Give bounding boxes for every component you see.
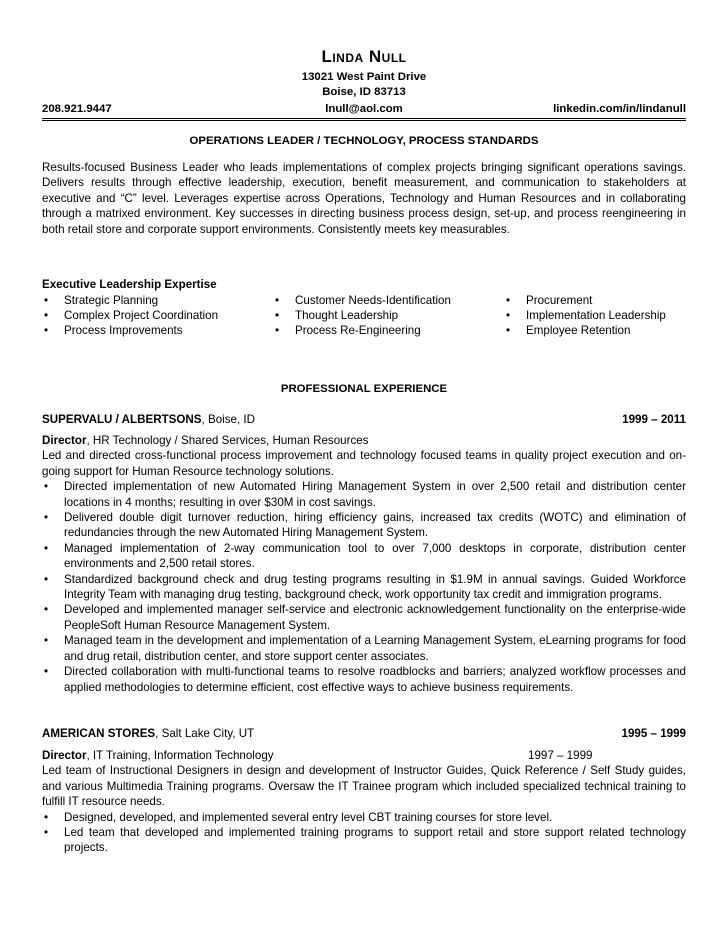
bullet-icon: • [44, 572, 49, 586]
job-description: Led and directed cross-functional process improvement and technology focused teams in quality project execution and on-going support for Human Resource technology solutions. [42, 449, 686, 478]
skill-item: • Procurement [506, 294, 593, 307]
skill-item: • Strategic Planning [44, 294, 159, 307]
skills-column-3 [504, 293, 666, 339]
job-header [42, 727, 686, 743]
contact-bar [42, 103, 686, 119]
address-street: 13021 West Paint Drive [301, 71, 427, 83]
bullet-icon: • [44, 541, 49, 555]
skill-item: • Process Re-Engineering [275, 324, 421, 338]
company-name: SUPERVALU / ALBERTSONS [42, 413, 202, 426]
bullet-icon: • [44, 480, 49, 494]
skill-item: • Implementation Leadership [506, 309, 666, 323]
skill-item: • Complex Project Coordination [44, 309, 219, 323]
skills-column-1 [42, 293, 218, 339]
bullet-icon: • [44, 309, 49, 323]
role-years: 1997 – 1999 [528, 749, 593, 762]
address-city: Boise, ID 83713 [322, 86, 406, 98]
bullet-icon: • [44, 826, 49, 840]
achievement-item: • Standardized background check and drug testing programs resulting in $1.9M in annual savings. Guided Workforce Integrity Team with managing drug testing, background check, work opportunity tax credit and immigration programs. [44, 572, 686, 602]
achievement-item: • Developed and implemented manager self-service and electronic acknowledgement functionality on the enterprise-wide PeopleSoft Human Resource Management System. [44, 603, 686, 632]
linkedin-link[interactable]: linkedin.com/in/lindanull [553, 103, 686, 115]
skill-item: • Employee Retention [506, 324, 631, 338]
bullet-icon: • [44, 603, 49, 617]
company [42, 413, 255, 426]
bullet-icon: • [44, 634, 49, 648]
skill-item: • Customer Needs-Identification [275, 294, 451, 307]
skills-column-2 [273, 293, 451, 339]
bullet-icon: • [275, 309, 280, 323]
job-role [42, 433, 686, 448]
achievement-item: • Led team that developed and implemented training programs to support retail and store support related technology projects. [44, 826, 686, 855]
headline: OPERATIONS LEADER / TECHNOLOGY, PROCESS STANDARDS [189, 135, 539, 147]
email-address[interactable]: lnull@aol.com [325, 103, 403, 115]
job-department: , IT Training, Information Technology [86, 749, 274, 762]
bullet-icon: • [275, 294, 280, 307]
skills-title: Executive Leadership Expertise [42, 278, 217, 291]
company-name: AMERICAN STORES [42, 727, 156, 740]
achievement-item: • Delivered double digit turnover reduction, hiring efficiency gains, increased tax credits (WOTC) and elimination of redundancies through the new Automated Hiring Management System. [44, 511, 686, 540]
header-divider [42, 118, 686, 121]
achievement-item: • Managed team in the development and implementation of a Learning Management System, eLearning programs for food and drug retail, distribution center, and store support center associates. [44, 634, 686, 663]
skill-item: • Thought Leadership [275, 309, 399, 323]
job-department: , HR Technology / Shared Services, Human Resources [86, 434, 369, 447]
skill-item: • Process Improvements [44, 324, 183, 338]
summary-paragraph: Results-focused Business Leader who leads implementations of complex projects bringing significant operations savings. Delivers results through effective leadership, execution, benefit measurement, and communication to stakeholders at executive and “C” level. Leverages expertise across Operations, Technology and Human Resources and in collaborating through a matrixed environment. Key successes in directing business process design, set-up, and process reengineering in both retail store and corporate support environments. Consistently meets key measurables. [42, 161, 686, 236]
candidate-name: Linda Null [321, 47, 407, 66]
experience-title: PROFESSIONAL EXPERIENCE [280, 383, 448, 395]
bullet-icon: • [44, 324, 49, 338]
bullet-icon: • [44, 511, 49, 525]
achievement-item: • Directed implementation of new Automated Hiring Management System in over 2,500 retail and distribution center locations in 4 months; resulting in over $30M in cost savings. [44, 480, 686, 509]
company-location: , Boise, ID [201, 413, 256, 426]
bullet-icon: • [506, 309, 511, 323]
bullet-icon: • [44, 294, 49, 307]
company [42, 727, 254, 740]
achievement-item: • Managed implementation of 2-way communication tool to over 7,000 desktops in corporate, distribution center environments and 2,500 retail stores. [44, 541, 686, 571]
job-details [42, 433, 686, 695]
bullet-icon: • [506, 294, 511, 307]
bullet-icon: • [44, 810, 49, 824]
achievement-item: • Designed, developed, and implemented several entry level CBT training courses for store level. [44, 810, 553, 824]
job-header [42, 413, 686, 429]
job-title: Director [42, 434, 87, 447]
job-role [42, 748, 686, 763]
job-years: 1995 – 1999 [621, 727, 686, 740]
job-title: Director [42, 749, 87, 762]
job-years: 1999 – 2011 [622, 413, 686, 426]
job-details [42, 748, 686, 856]
bullet-icon: • [275, 324, 280, 338]
job-description: Led team of Instructional Designers in design and development of Instructor Guides, Quick Reference / Self Study guides, and various Multimedia Training programs. Oversaw the IT Trainee program which included specialized technical training to fulfill IT resource needs. [42, 764, 686, 809]
achievement-item: • Directed collaboration with multi-functional teams to resolve roadblocks and barriers; analyzed workflow processes and applied methodologies to determine efficient, cost effective ways to achieve business requirements. [44, 665, 686, 694]
bullet-icon: • [44, 665, 49, 679]
bullet-icon: • [506, 324, 511, 338]
phone-number: 208.921.9447 [42, 103, 112, 115]
company-location: , Salt Lake City, UT [155, 727, 255, 740]
